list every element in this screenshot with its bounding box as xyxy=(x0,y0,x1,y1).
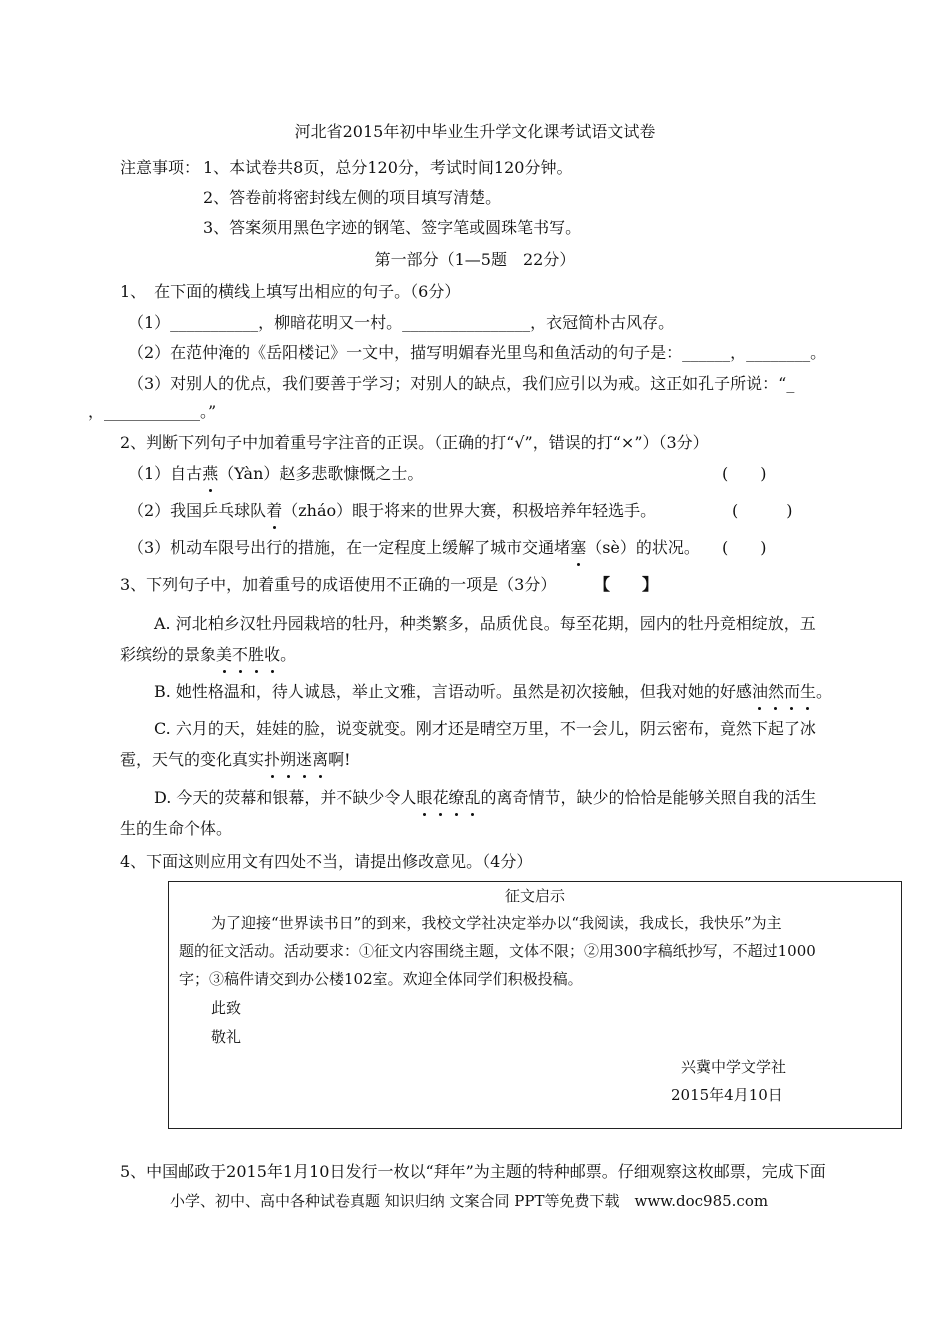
notice-box xyxy=(168,881,902,1129)
emphasized-idiom: 美不胜收 xyxy=(216,645,281,664)
question-1-line: ，____________。” xyxy=(88,402,217,421)
emphasis-mark: 燕 xyxy=(202,464,219,483)
answer-paren: ( ) xyxy=(722,464,767,483)
option-d-cont: 生的生命个体。 xyxy=(120,819,233,838)
question-2-item: （3）机动车限号出行的措施，在一定程度上缓解了城市交通堵塞（sè）的状况。 xyxy=(128,538,700,557)
emphasis-mark: 塞 xyxy=(570,538,587,557)
box-paragraph: 字；③稿件请交到办公楼102室。欢迎全体同学们积极投稿。 xyxy=(179,970,583,988)
part-title: 第一部分（1—5题 22分） xyxy=(374,250,576,269)
emphasized-idiom: 扑朔迷离 xyxy=(264,750,329,769)
question-1-line: （1）___________，柳暗花明又一村。________________，衣冠简朴古风存。 xyxy=(128,313,675,332)
box-date: 2015年4月10日 xyxy=(671,1086,783,1104)
box-signer: 兴冀中学文学社 xyxy=(681,1058,787,1076)
question-1-line: （3）对别人的优点，我们要善于学习；对别人的缺点，我们应引以为戒。这正如孔子所说：“_ xyxy=(128,374,795,393)
box-closing: 此致 xyxy=(211,999,242,1017)
box-paragraph: 为了迎接“世界读书日”的到来，我校文学社决定举办以“我阅读，我成长，我快乐”为主 xyxy=(211,914,782,932)
emphasis-mark: 着 xyxy=(266,501,283,520)
question-2-item: （2）我国乒乓球队着（zháo）眼于将来的世界大赛，积极培养年轻选手。 xyxy=(128,501,657,520)
option-c: C. 六月的天，娃娃的脸，说变就变。刚才还是晴空万里，不一会儿，阴云密布，竟然下起了冰 xyxy=(154,719,816,738)
answer-bracket: 【 】 xyxy=(594,575,659,594)
answer-paren: ( ) xyxy=(732,501,793,520)
option-b: B. 她性格温和，待人诚恳，举止文雅，言语动听。虽然是初次接触，但我对她的好感油然而生。 xyxy=(154,682,833,701)
option-c-cont: 雹，天气的变化真实扑朔迷离啊! xyxy=(120,750,351,769)
box-paragraph: 题的征文活动。活动要求：①征文内容围绕主题，文体不限；②用300字稿纸抄写，不超过1000 xyxy=(179,942,816,960)
option-a: A. 河北柏乡汉牡丹园栽培的牡丹，种类繁多，品质优良。每至花期，园内的牡丹竞相绽放，五 xyxy=(154,614,816,633)
notice-item: 2、答卷前将密封线左侧的项目填写清楚。 xyxy=(203,188,502,207)
option-d: D. 今天的荧幕和银幕，并不缺少令人眼花缭乱的离奇情节，缺少的恰恰是能够关照自我的活生 xyxy=(154,788,817,807)
question-5-stem: 5、中国邮政于2015年1月10日发行一枚以“拜年”为主题的特种邮票。仔细观察这枚邮票，完成下面 xyxy=(120,1162,826,1181)
notice-item: 3、答案须用黑色字迹的钢笔、签字笔或圆珠笔书写。 xyxy=(203,218,582,237)
notice-item: 1、本试卷共8页，总分120分，考试时间120分钟。 xyxy=(203,158,573,177)
emphasized-idiom: 油然而生 xyxy=(751,682,816,701)
footer-text: 小学、初中、高中各种试卷真题 知识归纳 文案合同 PPT等免费下载 www.doc985.com xyxy=(170,1192,769,1210)
question-2-stem: 2、判断下列句子中加着重号字注音的正误。（正确的打“√”，错误的打“×”）（3分） xyxy=(120,433,709,452)
question-1-line: （2）在范仲淹的《岳阳楼记》一文中，描写明媚春光里鸟和鱼活动的句子是：______，________。 xyxy=(128,343,827,362)
exam-title: 河北省2015年初中毕业生升学文化课考试语文试卷 xyxy=(294,122,656,141)
notice-label: 注意事项： xyxy=(120,158,201,177)
box-closing: 敬礼 xyxy=(211,1028,242,1046)
answer-paren: ( ) xyxy=(722,538,767,557)
option-a-cont: 彩缤纷的景象美不胜收。 xyxy=(120,645,297,664)
question-4-stem: 4、下面这则应用文有四处不当，请提出修改意见。（4分） xyxy=(120,852,533,871)
box-title: 征文启示 xyxy=(504,887,565,905)
question-2-item: （1）自古燕（Yàn）赵多悲歌慷慨之士。 xyxy=(128,464,424,483)
emphasized-idiom: 眼花缭乱 xyxy=(416,788,481,807)
question-3-stem: 3、下列句子中，加着重号的成语使用不正确的一项是（3分） xyxy=(120,575,557,594)
question-1-stem: 1、 在下面的横线上填写出相应的句子。（6分） xyxy=(120,282,461,301)
